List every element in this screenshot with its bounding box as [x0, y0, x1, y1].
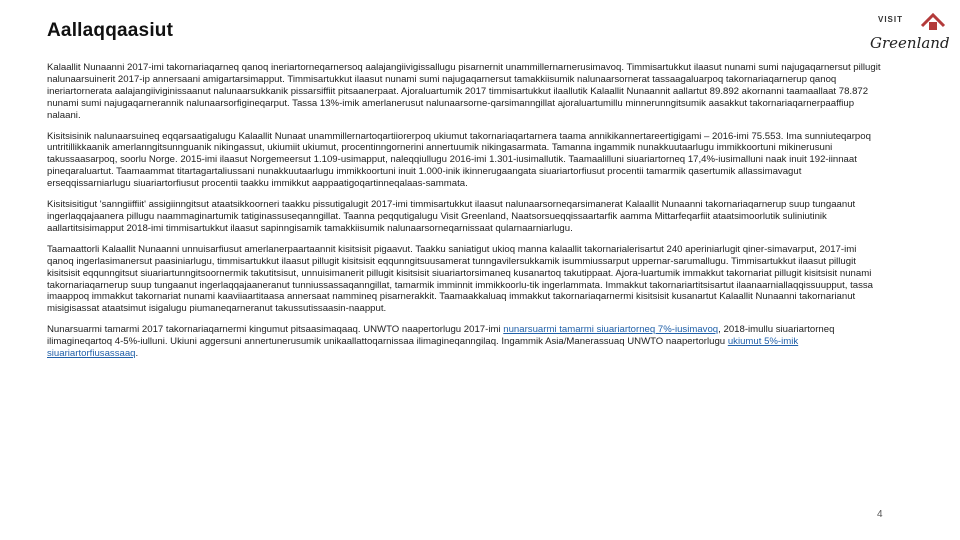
paragraph-5-text-c: .	[135, 348, 139, 360]
logo-greenland-text: Greenland	[870, 34, 950, 52]
link-global-growth[interactable]: nunarsuarmi tamarmi siuariartorneq 7%-iusimavoq	[503, 324, 719, 336]
visit-greenland-logo	[868, 12, 950, 58]
paragraph-3: Kisitsisitigut 'sanngiiffiit' assigiinngitsut ataatsikkoorneri taakku pissutigalugit 2017-imi timmisartukkut ilaasut nalunaarsorneqarsimanerat Kalaallit Nunaanni takornariaqarnerup suup tungaanut ingerlaqqajaanera pillugu naammaginartumik tatiginassuseqanngillat. Taanna peqqutigalugu Visit Greenland, Naatsorsueqqissaartarfik aamma Mittarfeqarfiit ataatsimoorlutik suliniutinik aallartitsisimapput 2018-imi timmisartukkut ilaasut sapinngisamik tamakkiisumik nalunaarsorneqarnissaat qularnaarniarlugu.	[47, 199, 856, 234]
document-body	[47, 62, 885, 369]
page-title: Aallaqqaasiut	[47, 20, 174, 41]
paragraph-5-text-a: Nunarsuarmi tamarmi 2017 takornariaqarnermi kingumut pitsaasimaqaaq. UNWTO naapertorlugu 2017-imi	[47, 324, 504, 336]
logo-visit-text: VISIT	[878, 15, 904, 24]
paragraph-5	[47, 324, 885, 360]
paragraph-5-text-b: , 2018-imullu siuariartorneq ilimagineqartoq 4-5%-iulluni. Ukiuni aggersuni annertunerusumik unikaallattoqarnissaa ilimagineqanngilaq. Ingammik Asia/Manerassuaq UNWTO naapertorlugu	[47, 324, 835, 348]
paragraph-1: Kalaallit Nunaanni 2017-imi takornariaqarneq qanoq ineriartorneqarnersoq aalajangiivigissallugu pisarnernit unammillernarnerusimavoq. Timmisartukkut ilaasut nunami sumi najugaqarnersut pillugit nalunaarsuinerit 2017-ip annersaani amigartarsimapput. Timmisartukkut ilaasut nunami sumi najugaqarnersut tamakkiisumik nalunaarsornerat tassaagaluarpoq takornariaqarnerup qanoq ineriartornerata aalajangiiviginissaanut nalunaarsukkanik pissarsiffiit pitsaanerpaat. Ajoraluartumik 2017 timmisartukkut ilaallutik Kalaallit Nunaannit aallartut 89.892 akornanni taamaallaat 78.872 nunami sumi najugaqarnerannik nalunaarsorfigineqarput. Tassa 13%-imik amerlanerusut nalunaarsorne-qarsimanngillat ajoraluartumillu minnerunngitsumik aasakkut takornariaqarnerpaaffiup nalaani.	[47, 62, 881, 121]
link-annual-growth[interactable]: ukiumut 5%-imik siuariartorfiusassaaq	[47, 336, 799, 360]
page-number: 4	[877, 509, 883, 520]
paragraph-2: Kisitsisinik nalunaarsuineq eqqarsaatigalugu Kalaallit Nunaat unammillernartoqartiiorerpoq ukiumut takornariaqartarnera taama annikikannertareertigigami – 2016-imi 75.553. Ima sunniuteqarpoq untritillikkaanik amerlanngitsunnguanik nikingassut, ukiumiit ukiumut, procentinngornerini annertuumik nikingasarmata. Tamanna ingammik nunakkuutaarlugu immikkoortuni mikinerusuni takussaasarpoq, soorlu Norge. 2015-imi ilaasut Norgemeersut 1.109-usimapput, naleqqiullugu 2016-imi 1.301-iusimallutik. Taamaalilluni siuariartorneq 17,4%-iusimalluni naak inuit 192-iinnaat pineqaraluartut. Taamaammat titartagartaliussani nunakkuutaarlugu immikkoortuni inuit 1.000-inik ikinnerugaangata siuariartorfiusut procentii tamarmik qasertumik allassimavagut erseqqissarniarlugu siuariartorfiusut procentii taakku immikkut aappaatigoqartinneqalaas-sammata.	[47, 130, 871, 190]
paragraph-4: Taamaattorli Kalaallit Nunaanni unnuisarfiusut amerlanerpaartaannit kisitsisit pigaavut. Taakku saniatigut ukioq manna kalaallit takornarialerisartut 240 aperiniarlugit qiner-simavarput, 2017-imi qanoq ingerlasimanersut paasiniarlugu, timmisartukkut ilaasut pillugit kisitsisit eqqunngitsuusamerat tunngavilersukkamik isummiussarput uppernar-sarumallugu. Timmisartukkut ilaasut pillugit kisitsisit eqqunngitsut siuariartunngitsoornermik takutitsisut, unnuisimanerit pillugit kisitsisit siuariartorsimaneq kusanartoq takutippaat. Ajora-luartumik immakkut takornariat pillugit kisitsisit nunami takornariaqarnerup suup tungaanut ingerlaqqajaaneranut tunniussassaqanngillat, tamarmik imminnit immikkoorlu-tik ingerlammata. Immakkut takornariartitsisartut ilaanaarniallaqqissuupput, tassa imaappoq immakkut takornariat nunami kaaviiaartitaasa annersaat nammineq pisarnerakkit. Taamaakkaluaq immakkut takornariaqarnermi kisitsisit kusanartut Kalaallit Nunaanni takornarianut misigisassat ataatsimut isigalugu piumaneqarneranut takussutissaasin-naapput.	[47, 243, 874, 315]
logo-house-icon	[920, 12, 946, 32]
